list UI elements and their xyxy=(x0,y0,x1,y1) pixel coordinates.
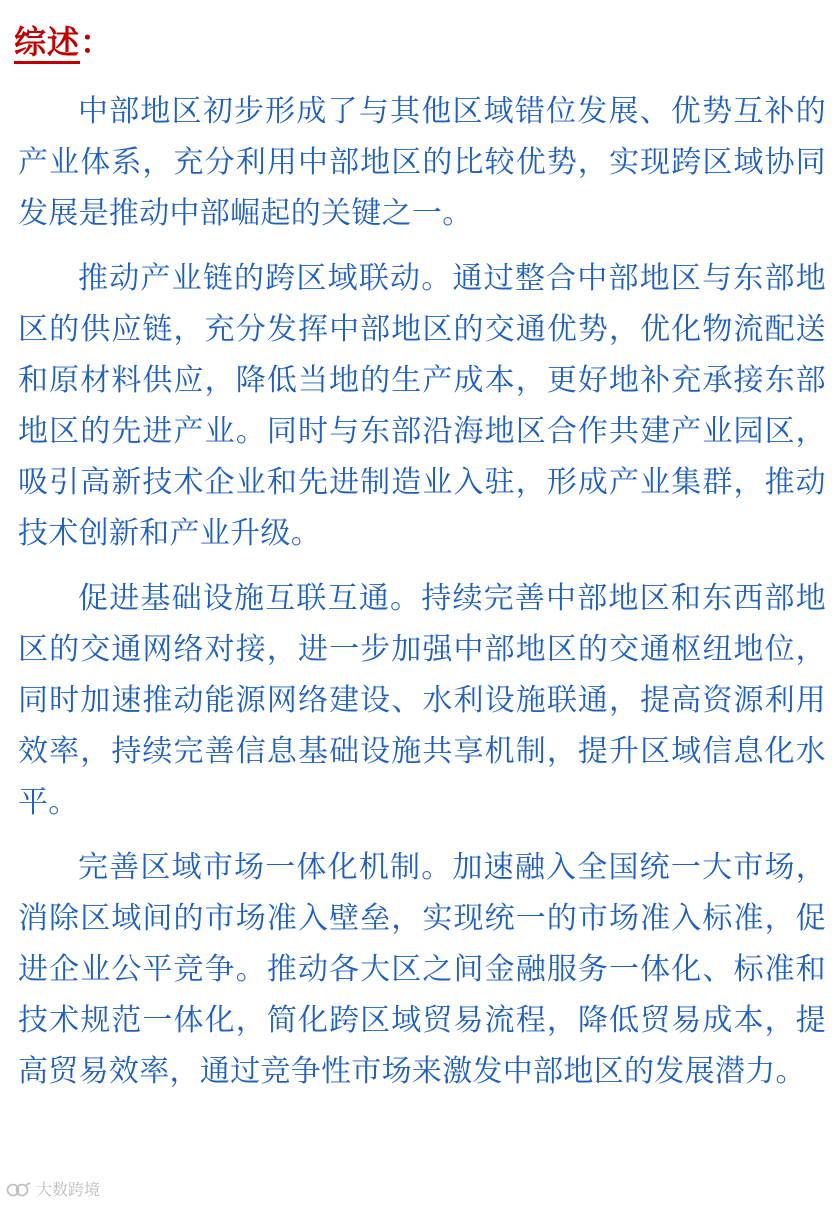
section-heading-colon: ： xyxy=(80,23,114,61)
paragraph-market-integration: 完善区域市场一体化机制。加速融入全国统一大市场，消除区域间的市场准入壁垒，实现统一的市场准入标准，促进企业公平竞争。推动各大区之间金融服务一体化、标准和技术规范一体化，简化跨区域贸易流程，降低贸易成本，提高贸易效率，通过竞争性市场来激发中部地区的发展潜力。 xyxy=(18,850,826,1089)
section-heading xyxy=(14,20,113,64)
logo-icon xyxy=(6,1182,32,1198)
paragraph-intro: 中部地区初步形成了与其他区域错位发展、优势互补的产业体系，充分利用中部地区的比较优势，实现跨区域协同发展是推动中部崛起的关键之一。 xyxy=(18,94,826,231)
paragraph-industrial-chain: 推动产业链的跨区域联动。通过整合中部地区与东部地区的供应链，充分发挥中部地区的交通优势，优化物流配送和原材料供应，降低当地的生产成本，更好地补充承接东部地区的先进产业。同时与东部沿海地区合作共建产业园区，吸引高新技术企业和先进制造业入驻，形成产业集群，推动技术创新和产业升级。 xyxy=(18,261,826,551)
watermark-text: 大数跨境 xyxy=(36,1180,101,1199)
article-body xyxy=(18,86,826,1111)
section-heading-word: 综述 xyxy=(14,23,80,64)
paragraph-infrastructure: 促进基础设施互联互通。持续完善中部地区和东西部地区的交通网络对接，进一步加强中部地区的交通枢纽地位，同时加速推动能源网络建设、水利设施联通，提高资源利用效率，持续完善信息基础设施共享机制，提升区域信息化水平。 xyxy=(18,581,826,820)
watermark xyxy=(6,1181,100,1199)
